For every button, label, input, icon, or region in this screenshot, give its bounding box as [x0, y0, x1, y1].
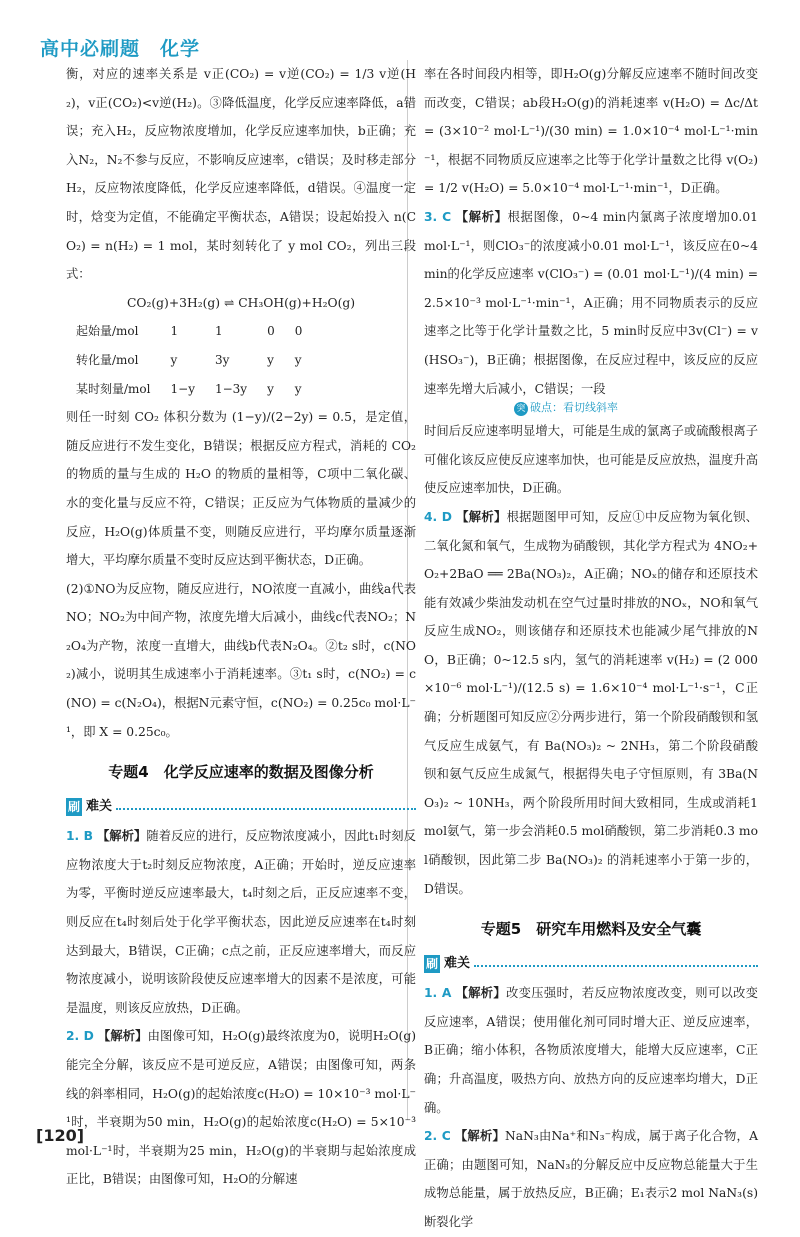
cell: 1 — [170, 324, 179, 339]
row-label: 某时刻量/mol — [76, 381, 151, 396]
cell: 1 — [214, 324, 223, 339]
cell: y — [170, 352, 178, 367]
section-label — [66, 794, 416, 820]
page-number: [120] — [36, 1126, 85, 1145]
answer-item — [424, 1122, 758, 1236]
section-title: 难关 — [86, 798, 113, 814]
answer-text: 根据题图甲可知，反应①中反应物为氧化钡、二氧化氮和氧气，生成物为硝酸钡，其化学方程式为 4NO₂+O₂+2BaO ══ 2Ba(NO₃)₂，A正确；NOₓ的储存和还原技术能有效减少柴油发动机在空气过量时排放的NOₓ，NO和氧气反应生成NO₂，则该储存和还原技术也能减少尾气排放的NO，B正确；0~12.5 s内，氢气的消耗速率 v(H₂) = (2 000×10⁻⁶ mol·L⁻¹)/(12.5 s) = 1.6×10⁻⁴ mol·L⁻¹·s⁻¹，C正确；分析题图可知反应②分两步进行，第一个阶段硝酸钡和氢气反应生成氨气，有 Ba(NO₃)₂ ~ 2NH₃，第二个阶段硝酸钡和氨气反应生成氮气，根据得失电子守恒原则，有 3Ba(NO₃)₂ ~ 10NH₃，两个阶段所用时间大致相同，生成或消耗1 mol氨气，第一步会消耗0.5 mol硝酸钡，第二步消耗0.3 mol硝酸钡，因此第二步 Ba(NO₃)₂ 的消耗速率小于第一步的，D错误。 — [424, 509, 758, 896]
table-row — [66, 317, 312, 346]
left-column — [66, 60, 416, 1194]
right-paragraph-1: 率在各时间段内相等，即H₂O(g)分解反应速率不随时间改变而改变，C错误；ab段H₂O(g)的消耗速率 v(H₂O) = Δc/Δt = (3×10⁻² mol·L⁻¹)/(30 min) = 1.0×10⁻⁴ mol·L⁻¹·min⁻¹，根据不同物质反应速率之比等于化学计量数之比得 v(O₂) = 1/2 v(H₂O) = 5.0×10⁻⁴ mol·L⁻¹·min⁻¹，D正确。 — [424, 67, 758, 196]
analysis-tag: 【解析】 — [96, 829, 147, 844]
section-badge: 刷 — [68, 800, 81, 815]
cell: 3y — [214, 352, 230, 367]
cell: y — [267, 381, 274, 396]
breakthrough-icon: 突 — [514, 402, 528, 416]
answer-text: 随着反应的进行，反应物浓度减小，因此t₁时刻反应物浓度大于t₂时刻反应物浓度，A正确；开始时，逆反应速率为零，平衡时逆反应速率最大，t₄时刻之后，正反应速率不变，则反应在t₄时刻后处于化学平衡状态，因此逆反应速率在t₄时刻达到最大，B错误，C正确；c点之前，正反应速率增大，而反应物浓度减小，说明该阶段使反应速率增大的因素不是浓度，可能是温度，则该反应放热，D正确。 — [66, 829, 416, 1015]
left-paragraph-3: (2)①NO为反应物，随反应进行，NO浓度一直减小，曲线a代表NO；NO₂为中间产物，浓度先增大后减小，曲线c代表NO₂；N₂O₄为产物，浓度一直增大，曲线b代表N₂O₄。②t₂ s时，c(NO₂)减小，说明其生成速率小于消耗速率。③t₁ s时，c(NO₂) = c(NO) = c(N₂O₄)，根据N元素守恒，c(NO₂) = 0.25c₀ mol·L⁻¹，即 X = 0.25c₀。 — [66, 581, 416, 739]
three-stage-table — [66, 317, 312, 403]
answer-number: 2. D — [66, 1029, 94, 1044]
answer-item — [424, 203, 758, 403]
answer-number: 1. A — [424, 986, 452, 1001]
section-title: 难关 — [444, 955, 471, 971]
cell: 0 — [294, 324, 303, 339]
cell: y — [294, 352, 302, 367]
answer-text: NaN₃由Na⁺和N₃⁻构成，属于离子化合物，A正确；由题图可知，NaN₃的分解反应中反应物总能量大于生成物总能量，属于放热反应，B正确；E₁表示2 mol NaN₃(s)断裂化学 — [424, 1129, 758, 1229]
cell: 1−3y — [214, 381, 248, 396]
answer-item — [424, 503, 758, 903]
section-badge: 刷 — [426, 957, 439, 972]
note-text: 破点：看切线斜率 — [530, 401, 618, 415]
answer-item — [424, 979, 758, 1122]
row-label: 起始量/mol — [76, 324, 139, 339]
answer-text: 由图像可知，H₂O(g)最终浓度为0，说明H₂O(g)能完全分解，该反应不是可逆反应，A错误；由图像可知，两条线的斜率相同，H₂O(g)的起始浓度c(H₂O) = 10×10⁻³ mol·L⁻¹时，半衰期为50 min，H₂O(g)的起始浓度c(H₂O) = 5×10⁻³ mol·L⁻¹时，半衰期为25 min，H₂O(g)的半衰期与起始浓度成正比，B错误；由图像可知，H₂O的分解速 — [66, 1029, 416, 1187]
answer-number: 3. C — [424, 209, 452, 224]
reaction-equation: CO₂(g)+3H₂(g) ⇌ CH₃OH(g)+H₂O(g) — [126, 295, 356, 310]
analysis-tag: 【解析】 — [455, 209, 508, 224]
section-label — [424, 951, 758, 977]
table-row — [66, 375, 312, 404]
answer-item — [66, 822, 416, 1022]
left-paragraph-2: 则任一时刻 CO₂ 体积分数为 (1−y)/(2−2y) = 0.5，是定值，随反应进行不发生变化，B错误；根据反应方程式，消耗的 CO₂ 的物质的量与生成的 H₂O 的物质的量相等，C项中二氧化碳、水的变化量与反应不符，C错误；正反应为气体物质的量减少的反应，H₂O(g)体质量不变，则随反应进行，平均摩尔质量逐渐增大，平均摩尔质量不变时反应达到平衡状态，D正确。 — [66, 410, 416, 568]
answer-number: 2. C — [424, 1129, 451, 1144]
table-row — [66, 346, 312, 375]
analysis-tag: 【解析】 — [456, 509, 507, 524]
topic-5-heading: 专题5 研究车用燃料及安全气囊 — [480, 920, 702, 939]
cell: y — [294, 381, 302, 396]
analysis-tag: 【解析】 — [454, 1129, 506, 1144]
answer-continuation: 时间后反应速率明显增大，可能是生成的氯离子或硫酸根离子可催化该反应使反应速率加快，也可能是反应放热，温度升高使反应速率加快，D正确。 — [424, 424, 758, 496]
topic-4-heading: 专题4 化学反应速率的数据及图像分析 — [108, 763, 374, 782]
dotted-rule — [116, 808, 416, 810]
right-column — [424, 60, 758, 1237]
cell: 0 — [267, 324, 275, 339]
left-paragraph-1: 衡，对应的速率关系是 v正(CO₂) = v逆(CO₂) = 1/3 v逆(H₂)，v正(CO₂)<v逆(H₂)。③降低温度，化学反应速率降低，a错误；充入H₂，反应物浓度增加，化学反应速率加快，b正确；充入N₂，N₂不参与反应，不影响反应速率，c错误；及时移走部分H₂，反应物浓度降低，化学反应速率降低，d错误。④温度一定时，焓变为定值，不能确定平衡状态，A错误；设起始投入 n(CO₂) = n(H₂) = 1 mol，某时刻转化了 y mol CO₂，列出三段式： — [66, 67, 416, 282]
dotted-rule — [474, 965, 758, 967]
row-label: 转化量/mol — [76, 352, 139, 367]
answer-text: 根据图像，0~4 min内氯离子浓度增加0.01 mol·L⁻¹，则ClO₃⁻的浓度减小0.01 mol·L⁻¹，该反应在0~4 min的化学反应速率 v(ClO₃⁻) = (0.01 mol·L⁻¹)/(4 min) = 2.5×10⁻³ mol·L⁻¹·min⁻¹，A正确；用不同物质表示的反应速率之比等于化学计量数之比，5 min时反应中3v(Cl⁻) = v(HSO₃⁻)，B正确；根据图像，在反应过程中，该反应的反应速率先增大后减小，C错误；一段 — [424, 209, 758, 396]
page-header-title: 高中必刷题 化学 — [40, 38, 201, 60]
answer-text: 改变压强时，若反应物浓度改变，则可以改变反应速率，A错误；使用催化剂可同时增大正、逆反应速率，B正确；缩小体积，各物质浓度增大，能增大反应速率，C正确；升高温度，吸热方向、放热方向的反应速率均增大，D正确。 — [424, 986, 758, 1115]
breakthrough-note — [514, 399, 758, 417]
answer-number: 1. B — [66, 829, 93, 844]
cell: 1−y — [170, 381, 195, 396]
analysis-tag: 【解析】 — [97, 1029, 148, 1044]
cell: y — [267, 352, 274, 367]
analysis-tag: 【解析】 — [455, 986, 507, 1001]
answer-number: 4. D — [424, 509, 453, 524]
answer-item — [66, 1022, 416, 1194]
